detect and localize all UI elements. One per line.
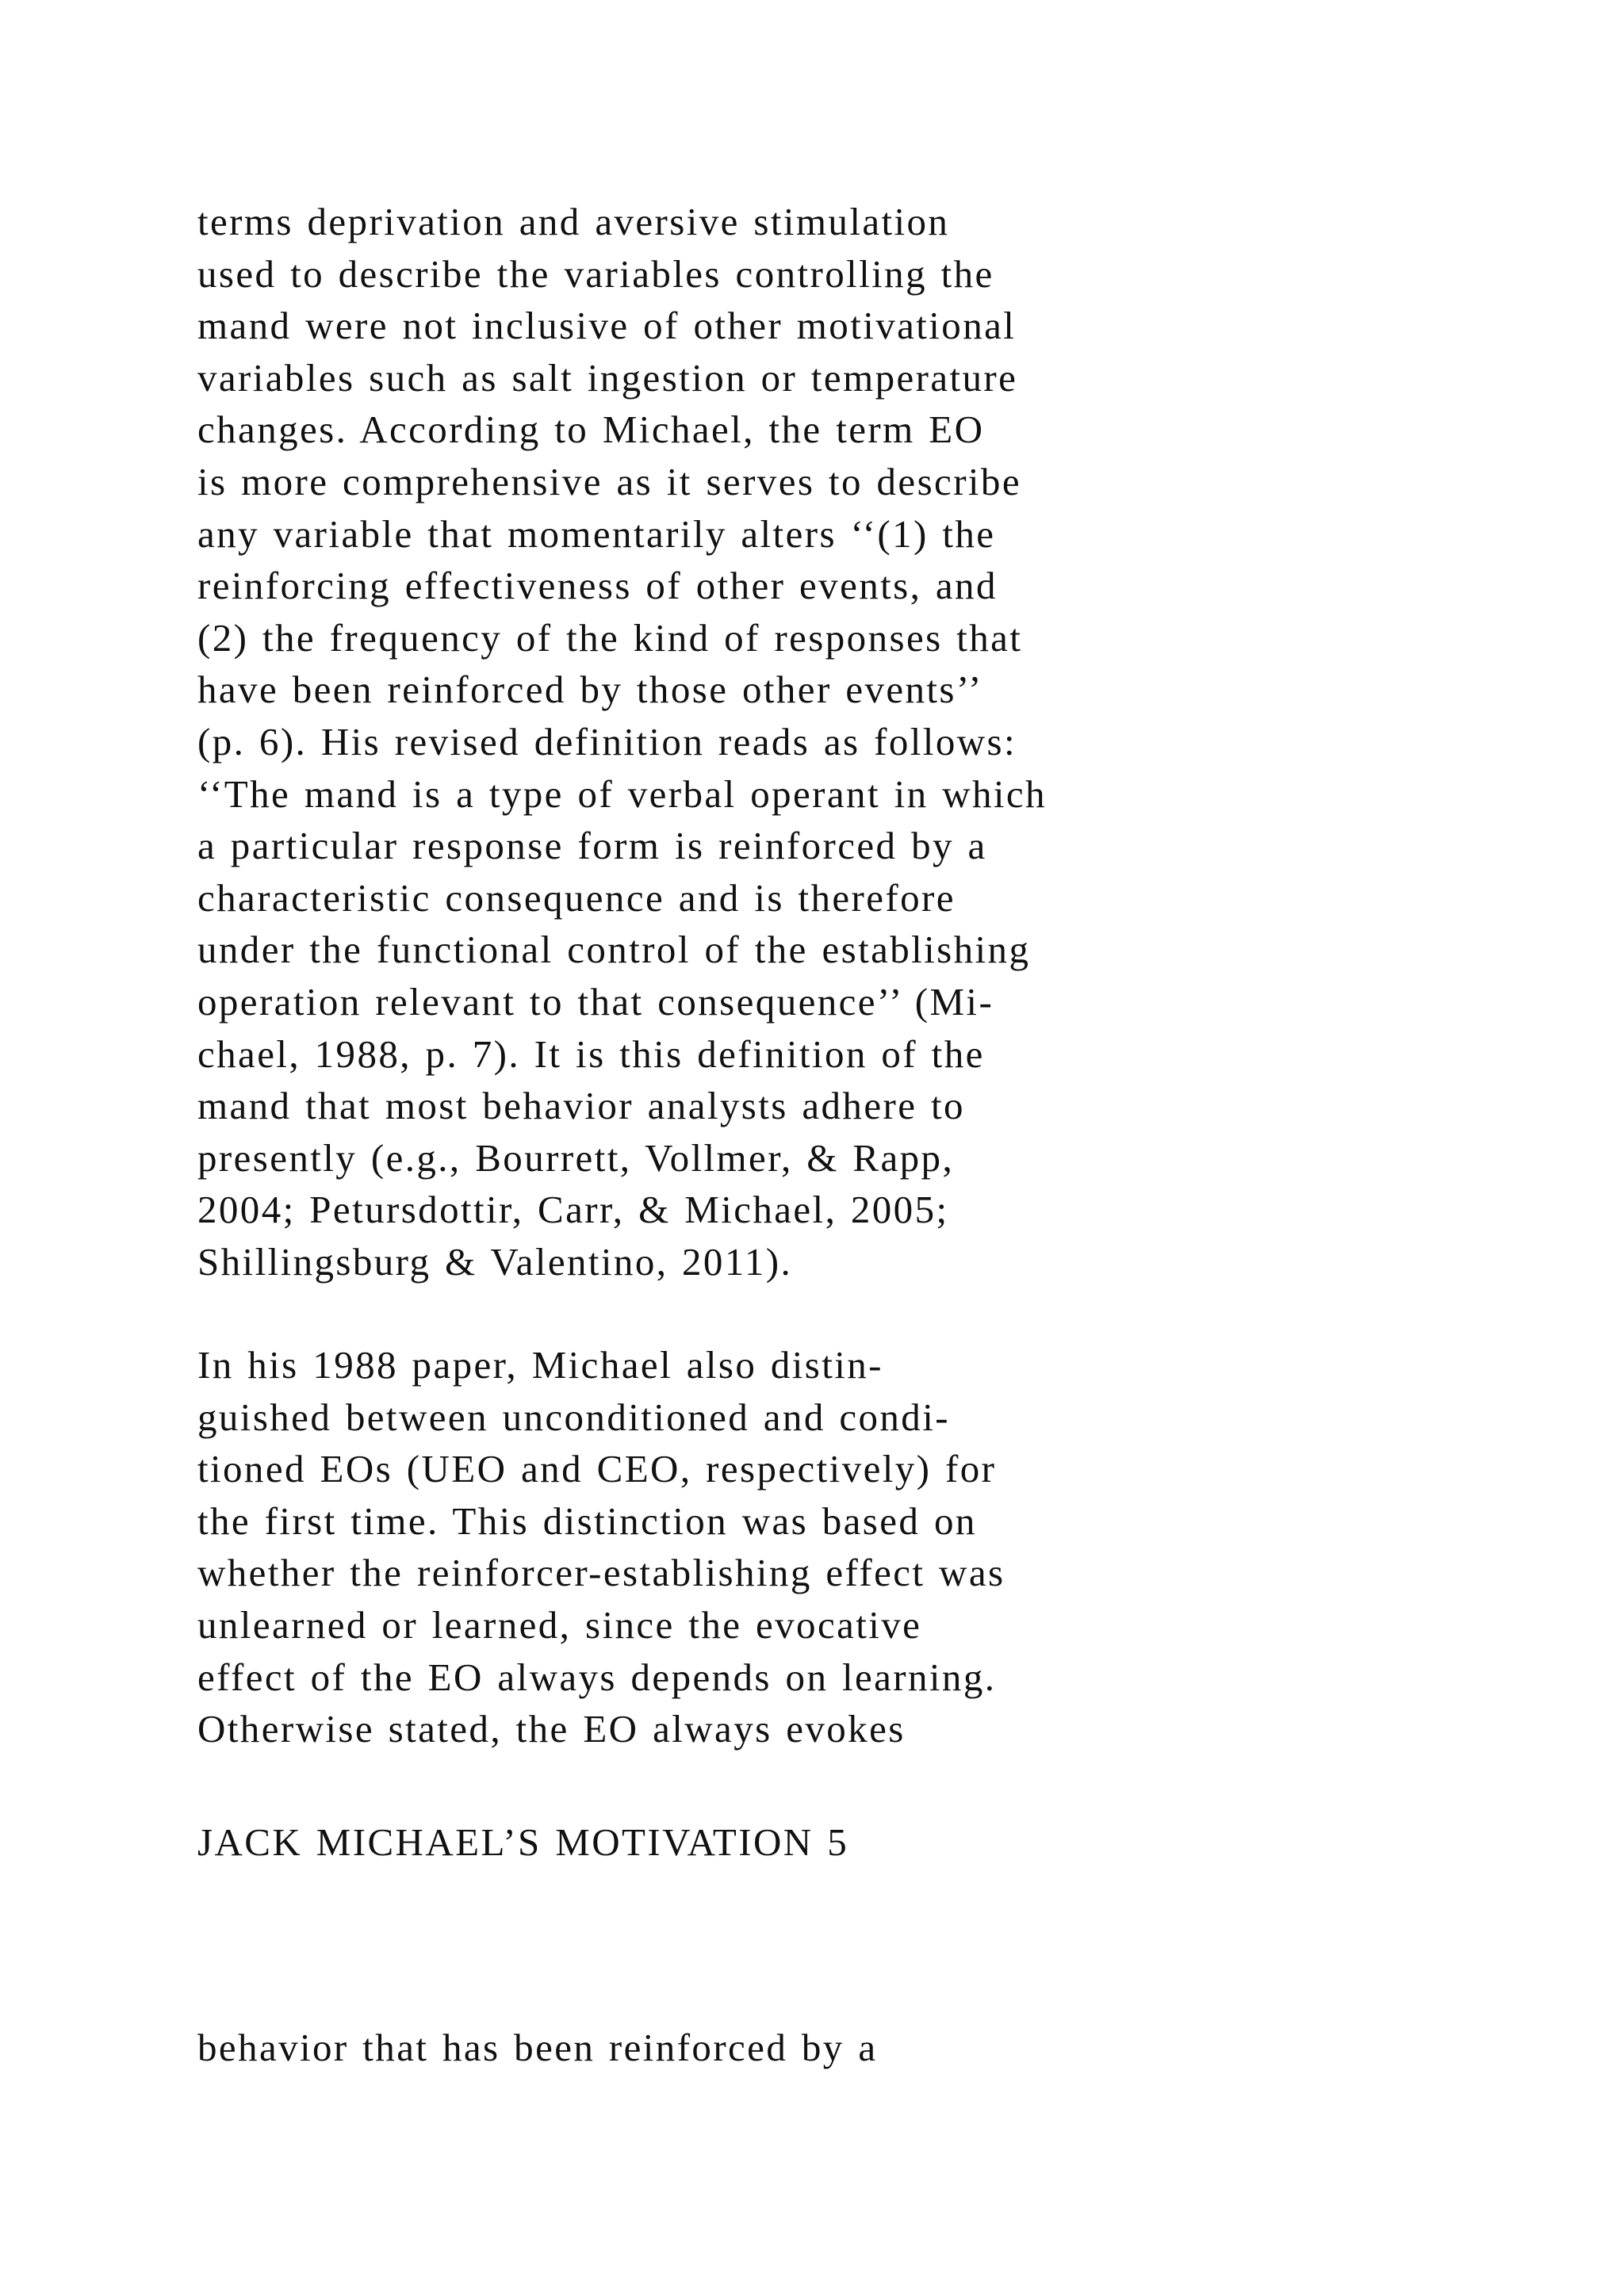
running-head-text: JACK MICHAEL’S MOTIVATION 5 (197, 1820, 849, 1864)
text-line: In his 1988 paper, Michael also distin- (197, 1343, 883, 1387)
text-line: Shillingsburg & Valentino, 2011). (197, 1239, 793, 1284)
text-line: chael, 1988, p. 7). It is this definition of the (197, 1031, 985, 1076)
text-line: guished between unconditioned and condi- (197, 1395, 950, 1439)
text-line: is more comprehensive as it serves to describe (197, 459, 1021, 503)
text-line: a particular response form is reinforced by a (197, 824, 987, 868)
text-line: effect of the EO always depends on learning. (197, 1655, 997, 1699)
text-line: the first time. This distinction was based on (197, 1498, 977, 1543)
text-line: whether the reinforcer-establishing effect was (197, 1551, 1005, 1595)
text-line: ‘‘The mand is a type of verbal operant in which (197, 771, 1047, 816)
body-paragraph (197, 1339, 1005, 1755)
text-line: mand that most behavior analysts adhere to (197, 1084, 965, 1128)
text-line: (2) the frequency of the kind of responses that (197, 615, 1023, 660)
text-line: terms deprivation and aversive stimulation (197, 200, 950, 243)
text-line: Otherwise stated, the EO always evokes (197, 1707, 906, 1751)
text-line: (p. 6). His revised definition reads as follows: (197, 719, 1017, 763)
text-line: presently (e.g., Bourrett, Vollmer, & Rapp, (197, 1135, 955, 1180)
text-line: behavior that has been reinforced by a (197, 2026, 878, 2069)
text-line: have been reinforced by those other events’’ (197, 668, 983, 712)
text-line: under the functional control of the establishing (197, 928, 1031, 972)
text-line: tioned EOs (UEO and CEO, respectively) for (197, 1447, 997, 1491)
text-line: reinforcing effectiveness of other events, and (197, 564, 998, 608)
running-head (197, 1816, 848, 1869)
text-line: changes. According to Michael, the term EO (197, 408, 985, 452)
body-paragraph (197, 196, 1047, 1288)
text-line: unlearned or learned, since the evocative (197, 1602, 922, 1647)
text-line: mand were not inclusive of other motivational (197, 304, 1017, 348)
text-line: operation relevant to that consequence’’ (Mi- (197, 979, 994, 1024)
text-line: characteristic consequence and is therefore (197, 875, 956, 920)
body-paragraph (197, 2022, 877, 2074)
text-line: any variable that momentarily alters ‘‘(1) the (197, 511, 996, 556)
text-line: 2004; Petursdottir, Carr, & Michael, 2005; (197, 1188, 949, 1232)
text-line: variables such as salt ingestion or temperature (197, 355, 1018, 400)
text-line: used to describe the variables controlling the (197, 251, 994, 296)
